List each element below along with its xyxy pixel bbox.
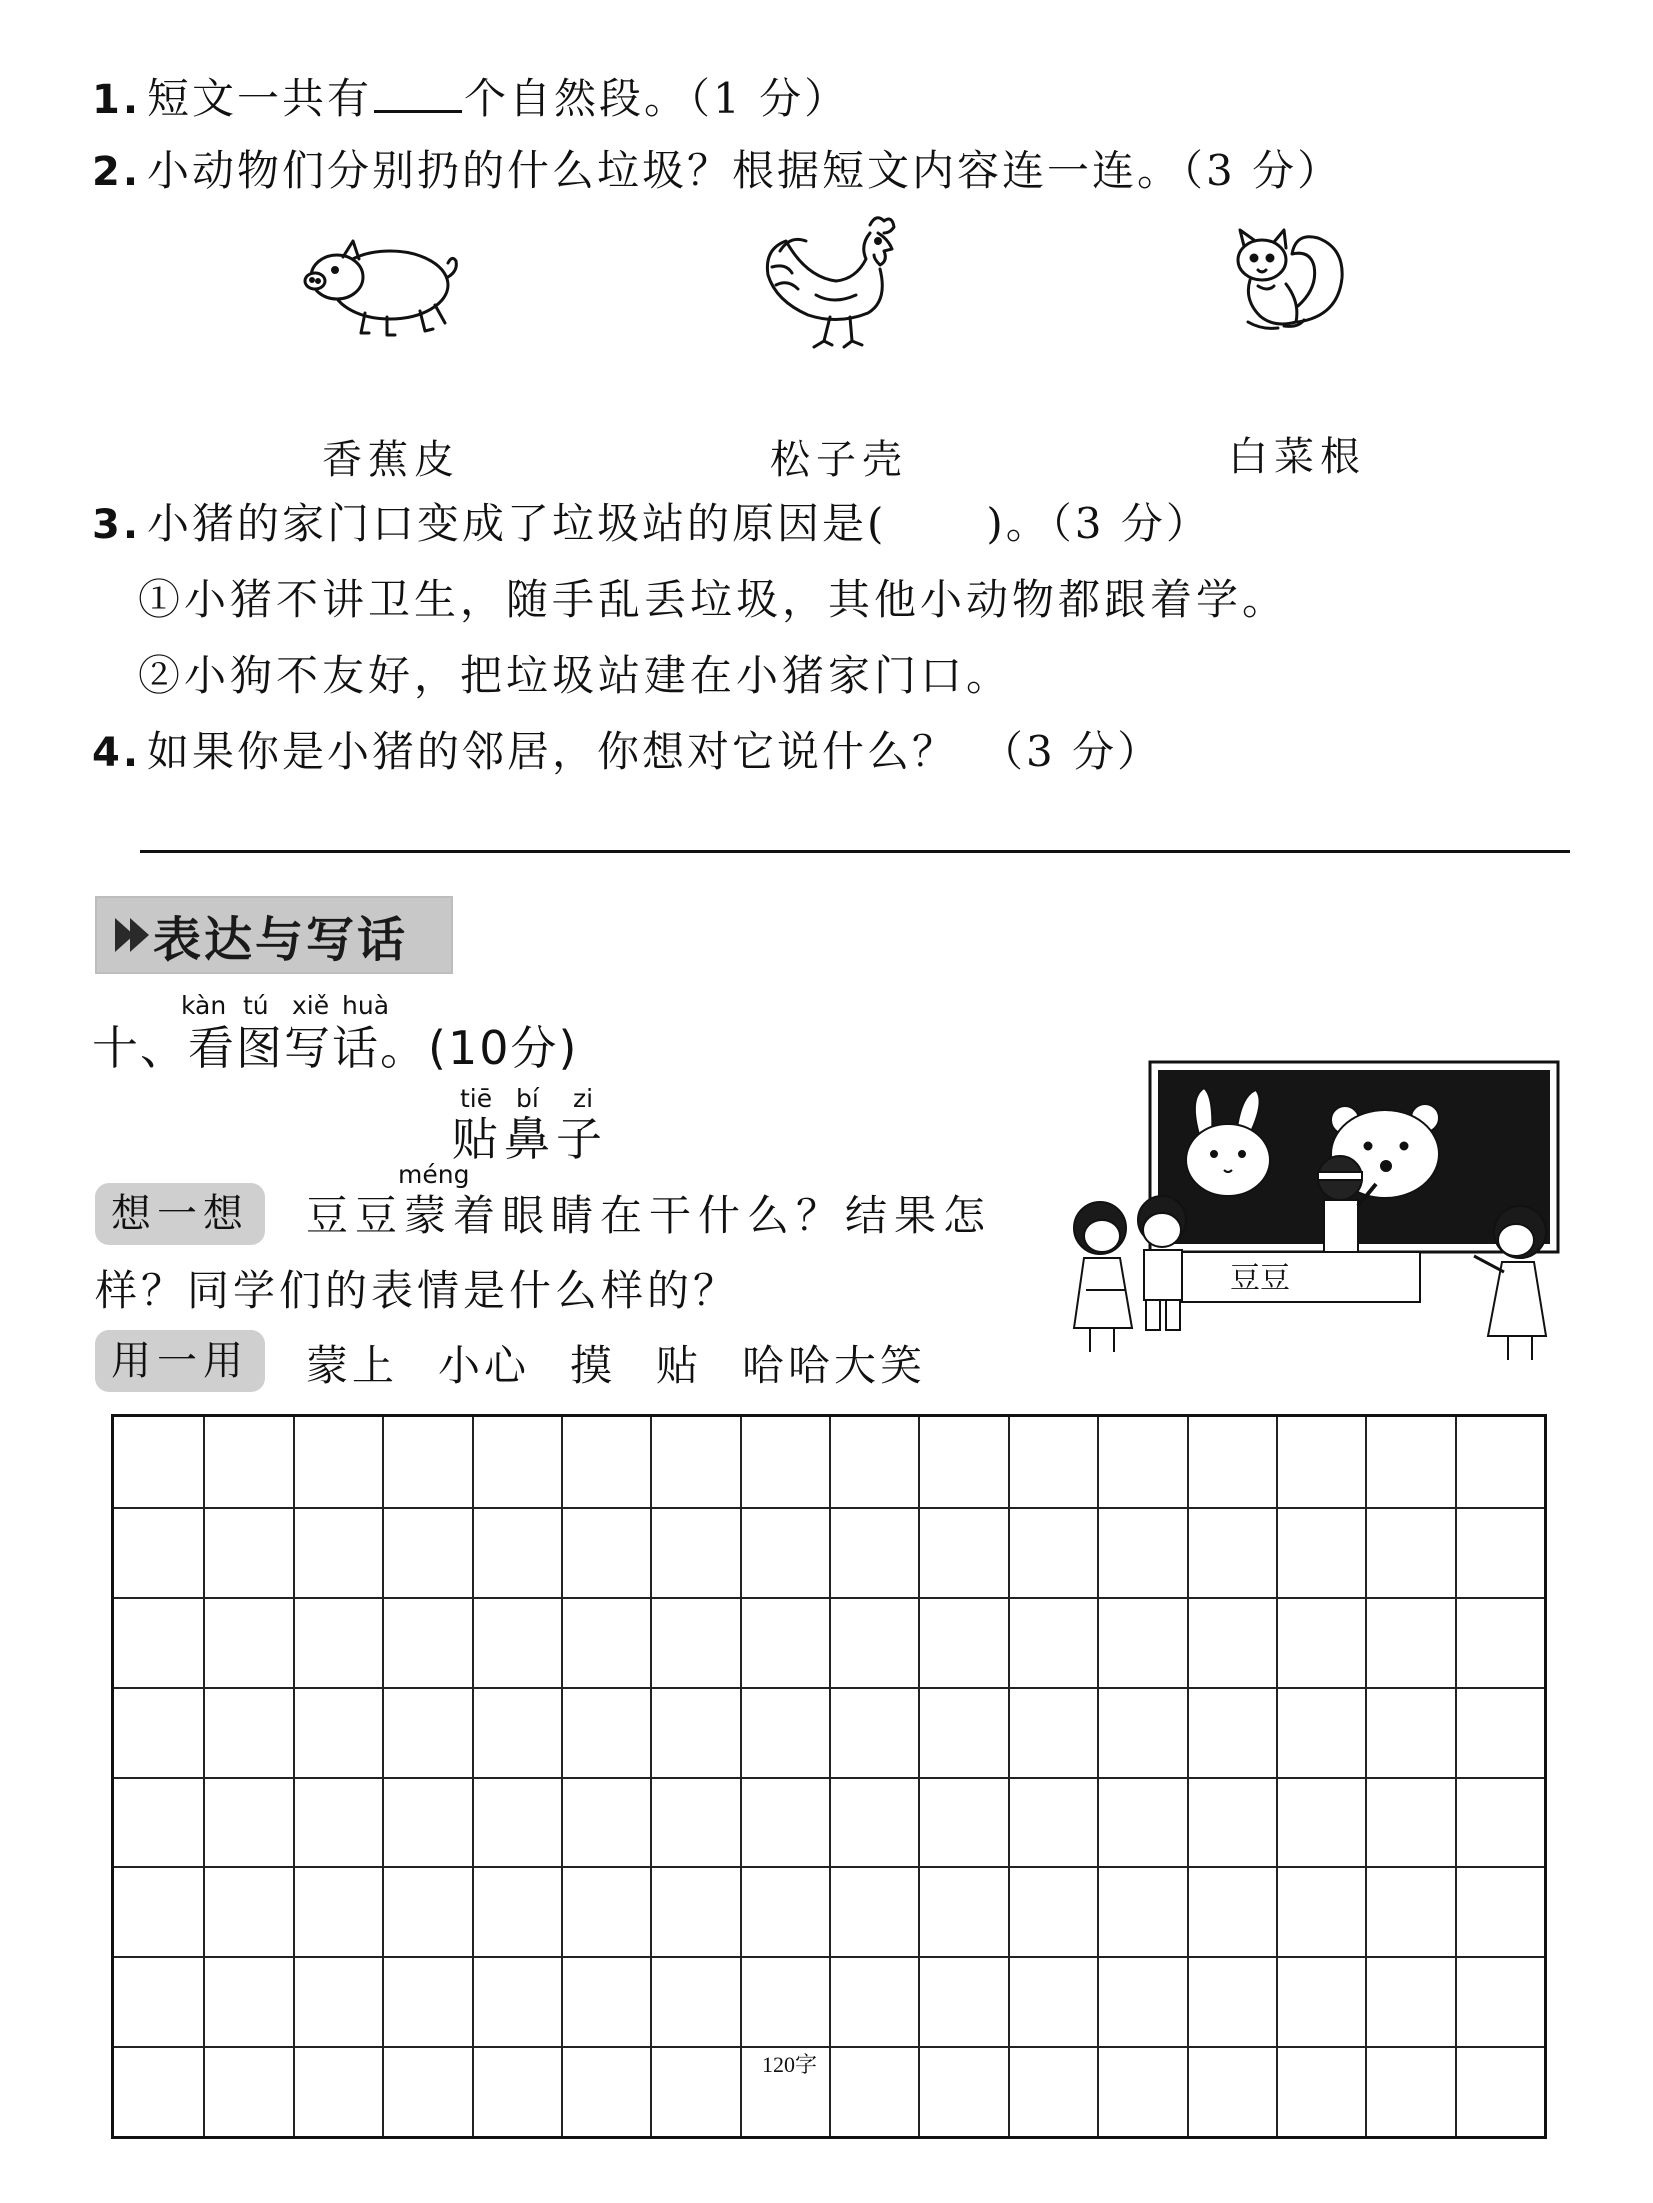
question-number: 1. bbox=[92, 77, 142, 123]
question-text: 小猪的家门口变成了垃圾站的原因是( bbox=[147, 499, 887, 548]
think-prompt: 样？同学们的表情是什么样的？ bbox=[95, 1266, 740, 1315]
think-prompt: 豆豆蒙着眼睛在干什么？结果怎 bbox=[306, 1191, 993, 1240]
answer-line[interactable] bbox=[140, 850, 1570, 853]
option-2: ②小狗不友好，把垃圾站建在小猪家门口。 bbox=[138, 651, 1013, 700]
grid-row-line bbox=[114, 1956, 1544, 1958]
question-number: 4. bbox=[92, 730, 142, 776]
option-1: ①小猪不讲卫生，随手乱丢垃圾，其他小动物都跟着学。 bbox=[138, 575, 1289, 624]
word-bank-item: 蒙上 bbox=[306, 1341, 399, 1390]
word-bank-item: 小心 bbox=[438, 1341, 531, 1390]
grid-row-line bbox=[114, 1866, 1544, 1868]
word-bank-item: 贴 bbox=[656, 1341, 703, 1390]
trash-banana-peel: 香蕉皮 bbox=[322, 437, 460, 483]
question-3 bbox=[92, 499, 1211, 548]
word-bank-item: 哈哈大笑 bbox=[742, 1341, 927, 1390]
pinyin: xiě bbox=[292, 991, 330, 1020]
writing-grid[interactable] bbox=[111, 1414, 1547, 2139]
question-text: )。（3 分） bbox=[986, 499, 1211, 548]
question-1 bbox=[92, 74, 850, 123]
grid-row-line bbox=[114, 1597, 1544, 1599]
pinyin: kàn bbox=[181, 991, 227, 1020]
rooster-icon bbox=[758, 205, 908, 355]
question-number: 3. bbox=[92, 502, 142, 548]
double-arrow-icon bbox=[115, 918, 145, 952]
pinyin: bí bbox=[516, 1084, 539, 1113]
pinyin: méng bbox=[398, 1160, 470, 1189]
question-2 bbox=[92, 146, 1343, 195]
girl-left-figure bbox=[1074, 1202, 1132, 1352]
boy-figure bbox=[1138, 1196, 1186, 1330]
question-text: 短文一共有 bbox=[147, 74, 373, 123]
pig-icon bbox=[295, 225, 465, 340]
podium bbox=[1180, 1252, 1420, 1302]
pinyin: tiē bbox=[460, 1084, 493, 1113]
use-label: 用一用 bbox=[95, 1330, 265, 1392]
think-label: 想一想 bbox=[95, 1183, 265, 1245]
section-title: 表达与写话 bbox=[153, 911, 409, 968]
character-counter: 120字 bbox=[762, 2052, 818, 2077]
question-text: 个自然段。（1 分） bbox=[464, 74, 850, 123]
section-banner bbox=[95, 896, 453, 974]
writing-title: 贴鼻子 bbox=[452, 1112, 608, 1166]
pinyin: tú bbox=[243, 991, 269, 1020]
writing-heading: 十、看图写话。(10分) bbox=[92, 1021, 579, 1075]
word-bank-item: 摸 bbox=[570, 1341, 617, 1390]
question-text: 小动物们分别扔的什么垃圾？根据短文内容连一连。（3 分） bbox=[147, 146, 1343, 195]
grid-row-line bbox=[114, 1687, 1544, 1689]
grid-row-line bbox=[114, 1507, 1544, 1509]
grid-row-line bbox=[114, 1777, 1544, 1779]
grid-row-line bbox=[114, 2046, 1544, 2048]
squirrel-icon bbox=[1228, 222, 1348, 342]
question-number: 2. bbox=[92, 149, 142, 195]
question-text: 如果你是小猪的邻居，你想对它说什么？ （3 分） bbox=[147, 727, 1163, 776]
scene-label: 豆豆 bbox=[1230, 1261, 1290, 1296]
pinyin: huà bbox=[342, 991, 390, 1020]
grid-cells[interactable] bbox=[114, 1417, 1544, 2136]
answer-blank[interactable] bbox=[374, 104, 462, 113]
trash-cabbage-root: 白菜根 bbox=[1228, 434, 1366, 480]
question-4 bbox=[92, 727, 1163, 776]
trash-pine-nut-shell: 松子壳 bbox=[770, 437, 908, 483]
classroom-illustration bbox=[1050, 1050, 1560, 1380]
pinyin: zi bbox=[573, 1084, 594, 1113]
